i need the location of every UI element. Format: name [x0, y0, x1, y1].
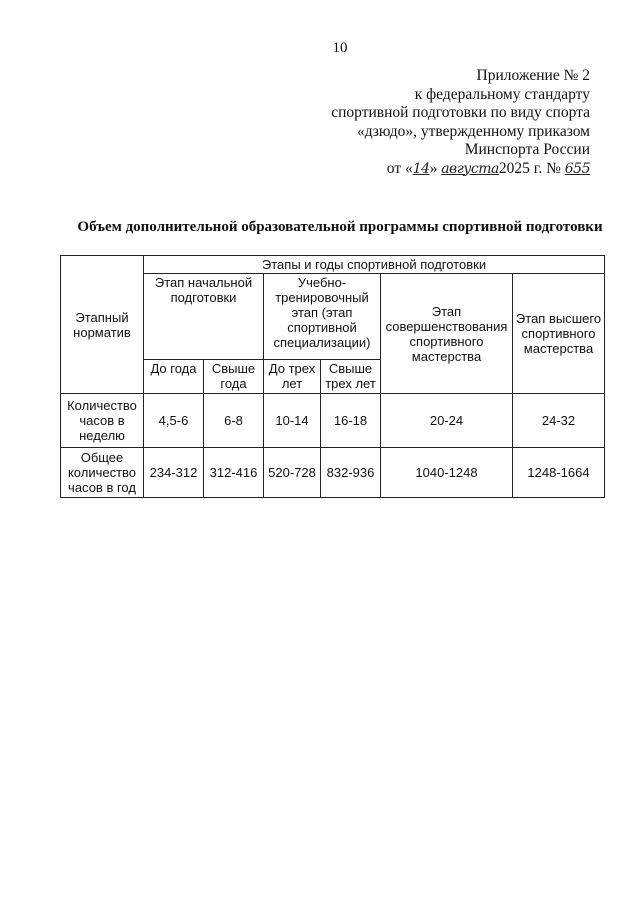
table-row	[61, 448, 605, 498]
table-cell: 24-32	[513, 394, 605, 448]
appendix-line: Минспорта России	[464, 141, 590, 158]
header-improvement-stage: Этап совершенствования спортивного мастерства	[381, 274, 513, 394]
document-title: Объем дополнительной образовательной программы спортивной подготовки	[77, 219, 603, 235]
header-training-stage: Учебно-тренировочный этап (этап спортивной специализации)	[264, 274, 381, 360]
subheader-over-year: Свыше года	[204, 360, 264, 394]
table-cell: 1248-1664	[513, 448, 605, 498]
date-year: 2025 г. №	[498, 159, 565, 177]
appendix-line: «дзюдо», утвержденному приказом	[356, 122, 590, 140]
header-stages-and-years: Этапы и годы спортивной подготовки	[144, 256, 605, 274]
appendix-line: к федеральному стандарту	[414, 85, 590, 103]
appendix-line: Приложение № 2	[476, 67, 590, 84]
appendix-line: спортивной подготовки по виду спорта	[331, 104, 590, 121]
date-separator: »	[429, 159, 438, 177]
page-number: 10	[332, 40, 348, 56]
table-cell: 10-14	[264, 394, 321, 448]
appendix-header	[290, 67, 590, 178]
table-cell: 312-416	[204, 448, 264, 498]
subheader-over-three-years: Свыше трех лет	[321, 360, 381, 394]
header-stage-norm: Этапный норматив	[61, 256, 144, 394]
handwritten-order-number: 655	[564, 160, 590, 177]
table-row	[61, 394, 605, 448]
table-cell: 16-18	[321, 394, 381, 448]
table-cell: 234-312	[144, 448, 204, 498]
header-highest-stage: Этап высшего спортивного мастерства	[513, 274, 605, 394]
date-prefix: от «	[386, 159, 413, 177]
table-cell: 20-24	[381, 394, 513, 448]
table-cell: 832-936	[321, 448, 381, 498]
handwritten-day: 14	[412, 160, 430, 177]
row-label: Количество часов в неделю	[61, 394, 144, 448]
subheader-up-to-three-years: До трех лет	[264, 360, 321, 394]
table-cell: 6-8	[204, 394, 264, 448]
table-cell: 4,5-6	[144, 394, 204, 448]
header-initial-stage: Этап начальной подготовки	[144, 274, 264, 360]
row-label: Общее количество часов в год	[61, 448, 144, 498]
table-cell: 1040-1248	[381, 448, 513, 498]
subheader-up-to-year: До года	[144, 360, 204, 394]
order-date-line	[290, 160, 590, 179]
table-cell: 520-728	[264, 448, 321, 498]
handwritten-month: августа	[441, 160, 499, 177]
program-volume-table	[60, 255, 605, 498]
